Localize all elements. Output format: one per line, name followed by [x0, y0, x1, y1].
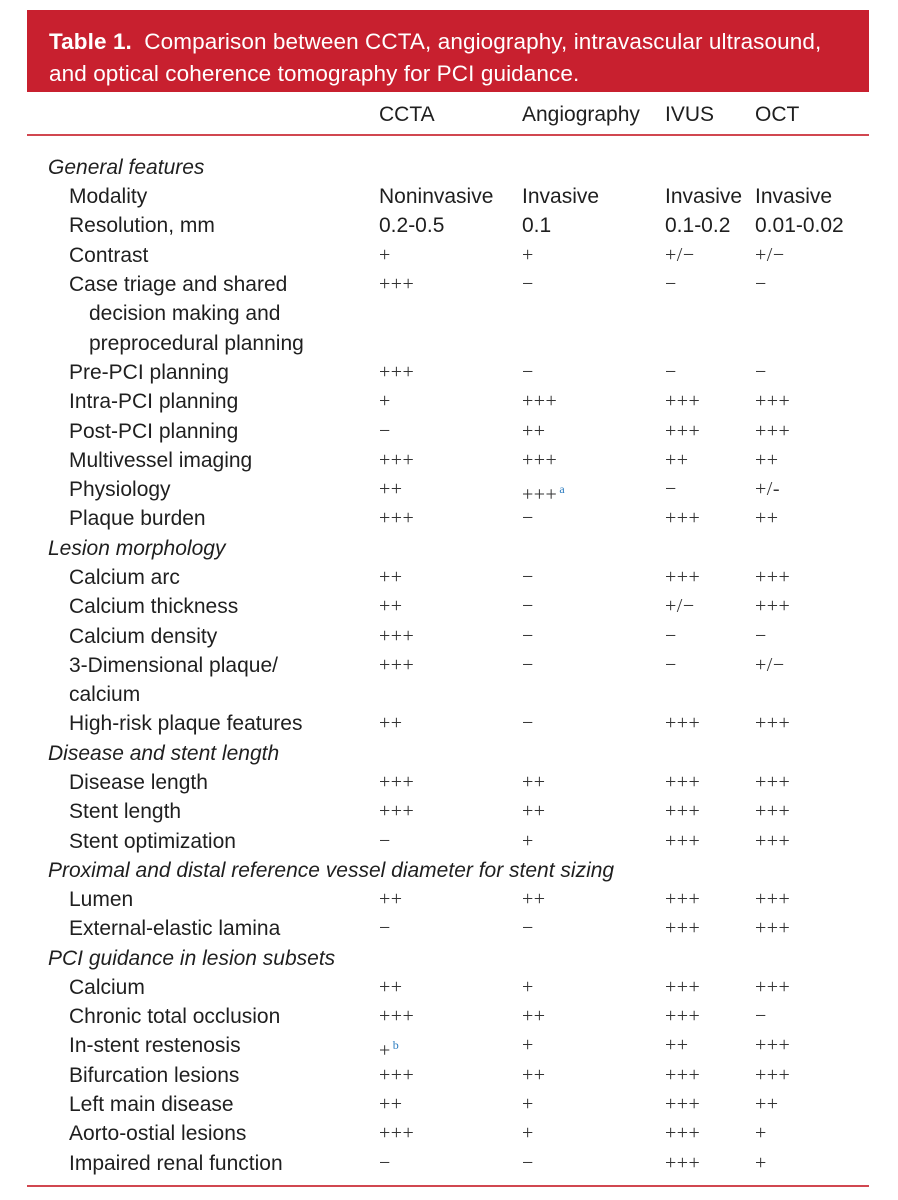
cell-value: ++	[379, 478, 403, 501]
cell-value: +++	[755, 887, 791, 910]
cell-angiography	[522, 651, 534, 680]
table-row	[0, 387, 898, 416]
cell-value: ++	[522, 1063, 546, 1086]
table-row	[0, 1090, 898, 1119]
cell-value: +++	[665, 1063, 701, 1086]
cell-oct	[755, 797, 790, 826]
cell-oct	[755, 446, 779, 475]
section-heading-label: Disease and stent length	[48, 741, 280, 765]
cell-value: +	[755, 1151, 767, 1174]
cell-value: +++	[665, 419, 701, 442]
cell-value: −	[522, 1151, 534, 1174]
cell-ivus	[665, 885, 700, 914]
cell-ccta	[379, 211, 444, 240]
cell-value: +++	[379, 360, 415, 383]
cell-angiography	[522, 827, 534, 856]
cell-ivus	[665, 387, 700, 416]
row-label: Stent optimization	[69, 829, 236, 853]
row-label: Left main disease	[69, 1092, 234, 1116]
cell-angiography	[522, 270, 534, 299]
cell-value: ++	[755, 1092, 779, 1115]
table-row	[0, 1031, 898, 1063]
row-label: Physiology	[69, 478, 171, 502]
cell-angiography	[522, 709, 534, 738]
cell-angiography	[522, 563, 534, 592]
table-header	[0, 100, 898, 134]
cell-value: +++	[665, 887, 701, 910]
section-heading-label: General features	[48, 156, 205, 179]
cell-value: +++	[665, 390, 701, 413]
cell-ivus	[665, 504, 700, 533]
cell-ccta	[379, 768, 414, 797]
footnote-marker: b	[392, 1038, 400, 1053]
cell-oct	[755, 914, 790, 943]
row-label: Lumen	[69, 887, 134, 911]
cell-value: −	[522, 507, 534, 530]
table-row	[0, 563, 898, 592]
cell-value: −	[522, 653, 534, 676]
cell-oct	[755, 417, 790, 446]
cell-ccta	[379, 182, 493, 211]
section-heading	[0, 153, 898, 182]
cell-value: Noninvasive	[379, 185, 494, 209]
cell-ccta	[379, 592, 403, 621]
cell-value: +++	[522, 483, 558, 506]
cell-ivus	[665, 358, 677, 387]
cell-value: −	[522, 917, 534, 940]
cell-value: +	[522, 1122, 534, 1145]
cell-oct	[755, 504, 779, 533]
cell-ccta	[379, 1090, 403, 1119]
cell-value: +++	[379, 273, 415, 296]
cell-ivus	[665, 1149, 700, 1178]
cell-value: +++	[665, 1122, 701, 1145]
cell-angiography	[522, 797, 546, 826]
cell-value: −	[755, 1005, 767, 1028]
cell-value: ++	[755, 448, 779, 471]
cell-ivus	[665, 563, 700, 592]
cell-value: +++	[755, 975, 791, 998]
cell-value: ++	[379, 712, 403, 735]
cell-ivus	[665, 827, 700, 856]
cell-oct	[755, 1031, 790, 1060]
row-label: Aorto-ostial lesions	[69, 1122, 247, 1146]
row-label: Calcium	[69, 975, 145, 999]
column-header-ccta: CCTA	[379, 103, 435, 126]
cell-ivus	[665, 475, 677, 504]
cell-ivus	[665, 797, 700, 826]
cell-ccta	[379, 504, 414, 533]
table-row	[0, 417, 898, 446]
row-label: Resolution, mm	[69, 214, 215, 238]
cell-ccta	[379, 563, 403, 592]
table-row	[0, 973, 898, 1002]
cell-value: Invasive	[522, 185, 600, 209]
table-title: Comparison between CCTA, angiography, intravascular ultrasound, and optical coherence tomography for PCI guidance.	[49, 29, 822, 86]
cell-value: −	[755, 624, 767, 647]
cell-value: +++	[665, 829, 701, 852]
cell-ivus	[665, 182, 742, 211]
cell-angiography	[522, 1031, 534, 1060]
section-heading-label: Lesion morphology	[48, 536, 226, 560]
section-heading	[0, 739, 898, 768]
cell-value: +++	[379, 1005, 415, 1028]
cell-oct	[755, 563, 790, 592]
cell-value: +++	[522, 448, 558, 471]
cell-angiography	[522, 211, 551, 240]
cell-ivus	[665, 709, 700, 738]
cell-value: +++	[665, 770, 701, 793]
cell-value: +/−	[755, 653, 785, 676]
cell-ivus	[665, 622, 677, 651]
row-label: Case triage and shared decision making and preprocedural planning	[69, 273, 304, 355]
row-label: Modality	[69, 185, 148, 209]
cell-value: +++	[379, 448, 415, 471]
cell-ccta	[379, 387, 391, 416]
table-row	[0, 446, 898, 475]
cell-value: ++	[665, 1034, 689, 1057]
cell-value: +++	[755, 770, 791, 793]
cell-ccta	[379, 797, 414, 826]
cell-ivus	[665, 1002, 700, 1031]
cell-value: +	[755, 1122, 767, 1145]
cell-angiography	[522, 358, 534, 387]
cell-value: +++	[379, 1063, 415, 1086]
cell-angiography	[522, 885, 546, 914]
cell-oct	[755, 622, 767, 651]
header-rule	[27, 134, 869, 136]
cell-value: +++	[755, 419, 791, 442]
column-header-angiography: Angiography	[522, 103, 640, 126]
table-number: Table 1.	[49, 29, 132, 54]
section-heading-label: Proximal and distal reference vessel diameter for stent sizing	[48, 858, 615, 882]
cell-value: −	[755, 273, 767, 296]
cell-value: ++	[522, 800, 546, 823]
cell-value: +	[522, 975, 534, 998]
cell-ccta	[379, 1119, 414, 1148]
table-row	[0, 885, 898, 914]
cell-value: ++	[522, 887, 546, 910]
cell-ccta	[379, 358, 414, 387]
cell-value: +++	[755, 712, 791, 735]
table-row	[0, 827, 898, 856]
cell-angiography	[522, 1149, 534, 1178]
row-label: 3-Dimensional plaque/ calcium	[69, 653, 278, 707]
cell-ccta	[379, 709, 403, 738]
cell-value: −	[665, 273, 677, 296]
cell-ccta	[379, 446, 414, 475]
table-row	[0, 1149, 898, 1178]
row-label: External-elastic lamina	[69, 917, 281, 941]
cell-value: ++	[379, 975, 403, 998]
cell-oct	[755, 211, 844, 240]
cell-angiography	[522, 1090, 534, 1119]
cell-oct	[755, 592, 790, 621]
cell-value: +++	[665, 1005, 701, 1028]
cell-oct	[755, 1119, 767, 1148]
cell-value: −	[522, 624, 534, 647]
cell-ccta	[379, 914, 391, 943]
cell-value: −	[379, 917, 391, 940]
cell-value: +	[522, 1034, 534, 1057]
cell-oct	[755, 709, 790, 738]
row-label: Impaired renal function	[69, 1151, 283, 1175]
cell-ccta	[379, 885, 403, 914]
cell-value: ++	[755, 507, 779, 530]
column-header-ivus: IVUS	[665, 103, 715, 126]
row-label: Multivessel imaging	[69, 448, 253, 472]
table-row	[0, 592, 898, 621]
row-label: Plaque burden	[69, 507, 206, 531]
cell-value: −	[665, 624, 677, 647]
column-header-oct: OCT	[755, 103, 800, 126]
row-label: Stent length	[69, 800, 182, 824]
cell-value: +++	[665, 917, 701, 940]
cell-angiography	[522, 973, 534, 1002]
cell-value: +	[379, 390, 391, 413]
row-label: Pre-PCI planning	[69, 360, 229, 384]
cell-value: +/−	[665, 595, 695, 618]
cell-value: ++	[379, 887, 403, 910]
cell-value: −	[665, 360, 677, 383]
cell-oct	[755, 1002, 767, 1031]
bottom-rule	[27, 1185, 869, 1187]
table-row	[0, 914, 898, 943]
cell-value: +++	[755, 565, 791, 588]
cell-value: +++	[379, 800, 415, 823]
cell-value: ++	[379, 595, 403, 618]
cell-ivus	[665, 1090, 700, 1119]
cell-angiography	[522, 417, 546, 446]
cell-value: −	[665, 653, 677, 676]
cell-value: −	[379, 1151, 391, 1174]
table-row	[0, 1061, 898, 1090]
cell-oct	[755, 827, 790, 856]
table-row	[0, 504, 898, 533]
table-row	[0, 475, 898, 504]
cell-oct	[755, 1149, 767, 1178]
cell-value: +++	[755, 829, 791, 852]
table-row	[0, 211, 898, 240]
cell-value: +++	[379, 1122, 415, 1145]
footnote-marker: a	[559, 482, 566, 497]
table-row	[0, 358, 898, 387]
cell-value: −	[755, 360, 767, 383]
table-row	[0, 622, 898, 651]
row-label: Calcium arc	[69, 565, 180, 589]
table-caption	[27, 10, 869, 92]
table-row	[0, 797, 898, 826]
cell-value: +++	[379, 624, 415, 647]
cell-value: ++	[665, 448, 689, 471]
table-row	[0, 182, 898, 211]
cell-ivus	[665, 446, 689, 475]
section-heading	[0, 534, 898, 563]
cell-value: +++	[755, 800, 791, 823]
cell-value: ++	[522, 419, 546, 442]
cell-value: +	[379, 243, 391, 266]
cell-angiography	[522, 446, 557, 475]
cell-angiography	[522, 504, 534, 533]
cell-oct	[755, 358, 767, 387]
cell-value: ++	[379, 565, 403, 588]
cell-oct	[755, 1090, 779, 1119]
cell-value: +++	[379, 770, 415, 793]
row-label: Post-PCI planning	[69, 419, 239, 443]
cell-value: −	[522, 595, 534, 618]
cell-value: ++	[379, 1092, 403, 1115]
cell-value: +++	[755, 1063, 791, 1086]
cell-oct	[755, 1061, 790, 1090]
cell-value: +++	[379, 507, 415, 530]
cell-angiography	[522, 622, 534, 651]
cell-ivus	[665, 417, 700, 446]
cell-oct	[755, 651, 785, 680]
cell-value: −	[522, 360, 534, 383]
cell-ivus	[665, 270, 677, 299]
cell-value: +	[379, 1040, 391, 1063]
cell-angiography	[522, 1002, 546, 1031]
cell-value: ++	[522, 1005, 546, 1028]
cell-value: −	[379, 829, 391, 852]
cell-angiography	[522, 592, 534, 621]
cell-value: +	[522, 829, 534, 852]
cell-oct	[755, 475, 780, 504]
table-row	[0, 1002, 898, 1031]
cell-value: +++	[665, 507, 701, 530]
cell-value: −	[522, 712, 534, 735]
cell-value: +++	[665, 975, 701, 998]
cell-ivus	[665, 241, 695, 270]
section-heading	[0, 856, 898, 885]
table-body	[0, 153, 898, 1178]
table-row	[0, 651, 898, 710]
cell-ccta	[379, 1149, 391, 1178]
cell-value: +++	[665, 1092, 701, 1115]
cell-value: −	[522, 273, 534, 296]
cell-angiography	[522, 1061, 546, 1090]
cell-ivus	[665, 1031, 689, 1060]
row-label: Calcium density	[69, 624, 218, 648]
section-heading-label: PCI guidance in lesion subsets	[48, 946, 336, 970]
row-label: High-risk plaque features	[69, 712, 303, 736]
cell-ccta	[379, 241, 391, 270]
table-row	[0, 270, 898, 358]
cell-value: +++	[755, 595, 791, 618]
cell-oct	[755, 885, 790, 914]
cell-angiography	[522, 1119, 534, 1148]
cell-ccta	[379, 270, 414, 299]
row-label: Bifurcation lesions	[69, 1063, 240, 1087]
cell-oct	[755, 241, 785, 270]
cell-ivus	[665, 768, 700, 797]
cell-ccta	[379, 475, 403, 504]
cell-ccta	[379, 1002, 414, 1031]
table-row	[0, 1119, 898, 1148]
cell-ivus	[665, 1061, 700, 1090]
cell-value: +/-	[755, 478, 780, 501]
row-label: Calcium thickness	[69, 595, 239, 619]
cell-angiography	[522, 387, 557, 416]
cell-value: +++	[379, 653, 415, 676]
row-label: Intra-PCI planning	[69, 390, 239, 414]
cell-ccta	[379, 622, 414, 651]
cell-value: +++	[522, 390, 558, 413]
table-row	[0, 709, 898, 738]
cell-value: 0.1-0.2	[665, 214, 731, 238]
cell-ivus	[665, 914, 700, 943]
cell-value: 0.1	[522, 214, 552, 238]
table-row	[0, 768, 898, 797]
row-label: Chronic total occlusion	[69, 1005, 281, 1029]
cell-angiography	[522, 241, 534, 270]
cell-ccta	[379, 827, 391, 856]
cell-value: −	[379, 419, 391, 442]
row-label: Disease length	[69, 770, 208, 794]
cell-oct	[755, 182, 832, 211]
cell-oct	[755, 973, 790, 1002]
cell-ivus	[665, 1119, 700, 1148]
cell-value: +/−	[755, 243, 785, 266]
cell-ccta	[379, 973, 403, 1002]
cell-value: +++	[755, 390, 791, 413]
cell-angiography	[522, 914, 534, 943]
cell-value: +	[522, 243, 534, 266]
cell-value: ++	[522, 770, 546, 793]
cell-value: +++	[665, 800, 701, 823]
section-heading	[0, 944, 898, 973]
cell-value: −	[665, 478, 677, 501]
row-label: Contrast	[69, 243, 149, 267]
cell-ivus	[665, 592, 695, 621]
cell-value: +	[522, 1092, 534, 1115]
cell-ivus	[665, 211, 730, 240]
cell-ivus	[665, 973, 700, 1002]
cell-value: +++	[665, 1151, 701, 1174]
cell-oct	[755, 387, 790, 416]
cell-value: +++	[755, 1034, 791, 1057]
table-row	[0, 241, 898, 270]
cell-value: 0.01-0.02	[755, 214, 844, 238]
cell-angiography	[522, 182, 599, 211]
cell-ivus	[665, 651, 677, 680]
row-label: In-stent restenosis	[69, 1034, 241, 1058]
cell-angiography	[522, 768, 546, 797]
cell-value: Invasive	[755, 185, 833, 209]
cell-ccta	[379, 417, 391, 446]
cell-value: +++	[755, 917, 791, 940]
cell-oct	[755, 270, 767, 299]
cell-ccta	[379, 1061, 414, 1090]
cell-oct	[755, 768, 790, 797]
cell-value: Invasive	[665, 185, 743, 209]
cell-value: −	[522, 565, 534, 588]
cell-value: +/−	[665, 243, 695, 266]
cell-ccta	[379, 651, 414, 680]
cell-value: +++	[665, 712, 701, 735]
cell-value: +++	[665, 565, 701, 588]
cell-value: 0.2-0.5	[379, 214, 445, 238]
